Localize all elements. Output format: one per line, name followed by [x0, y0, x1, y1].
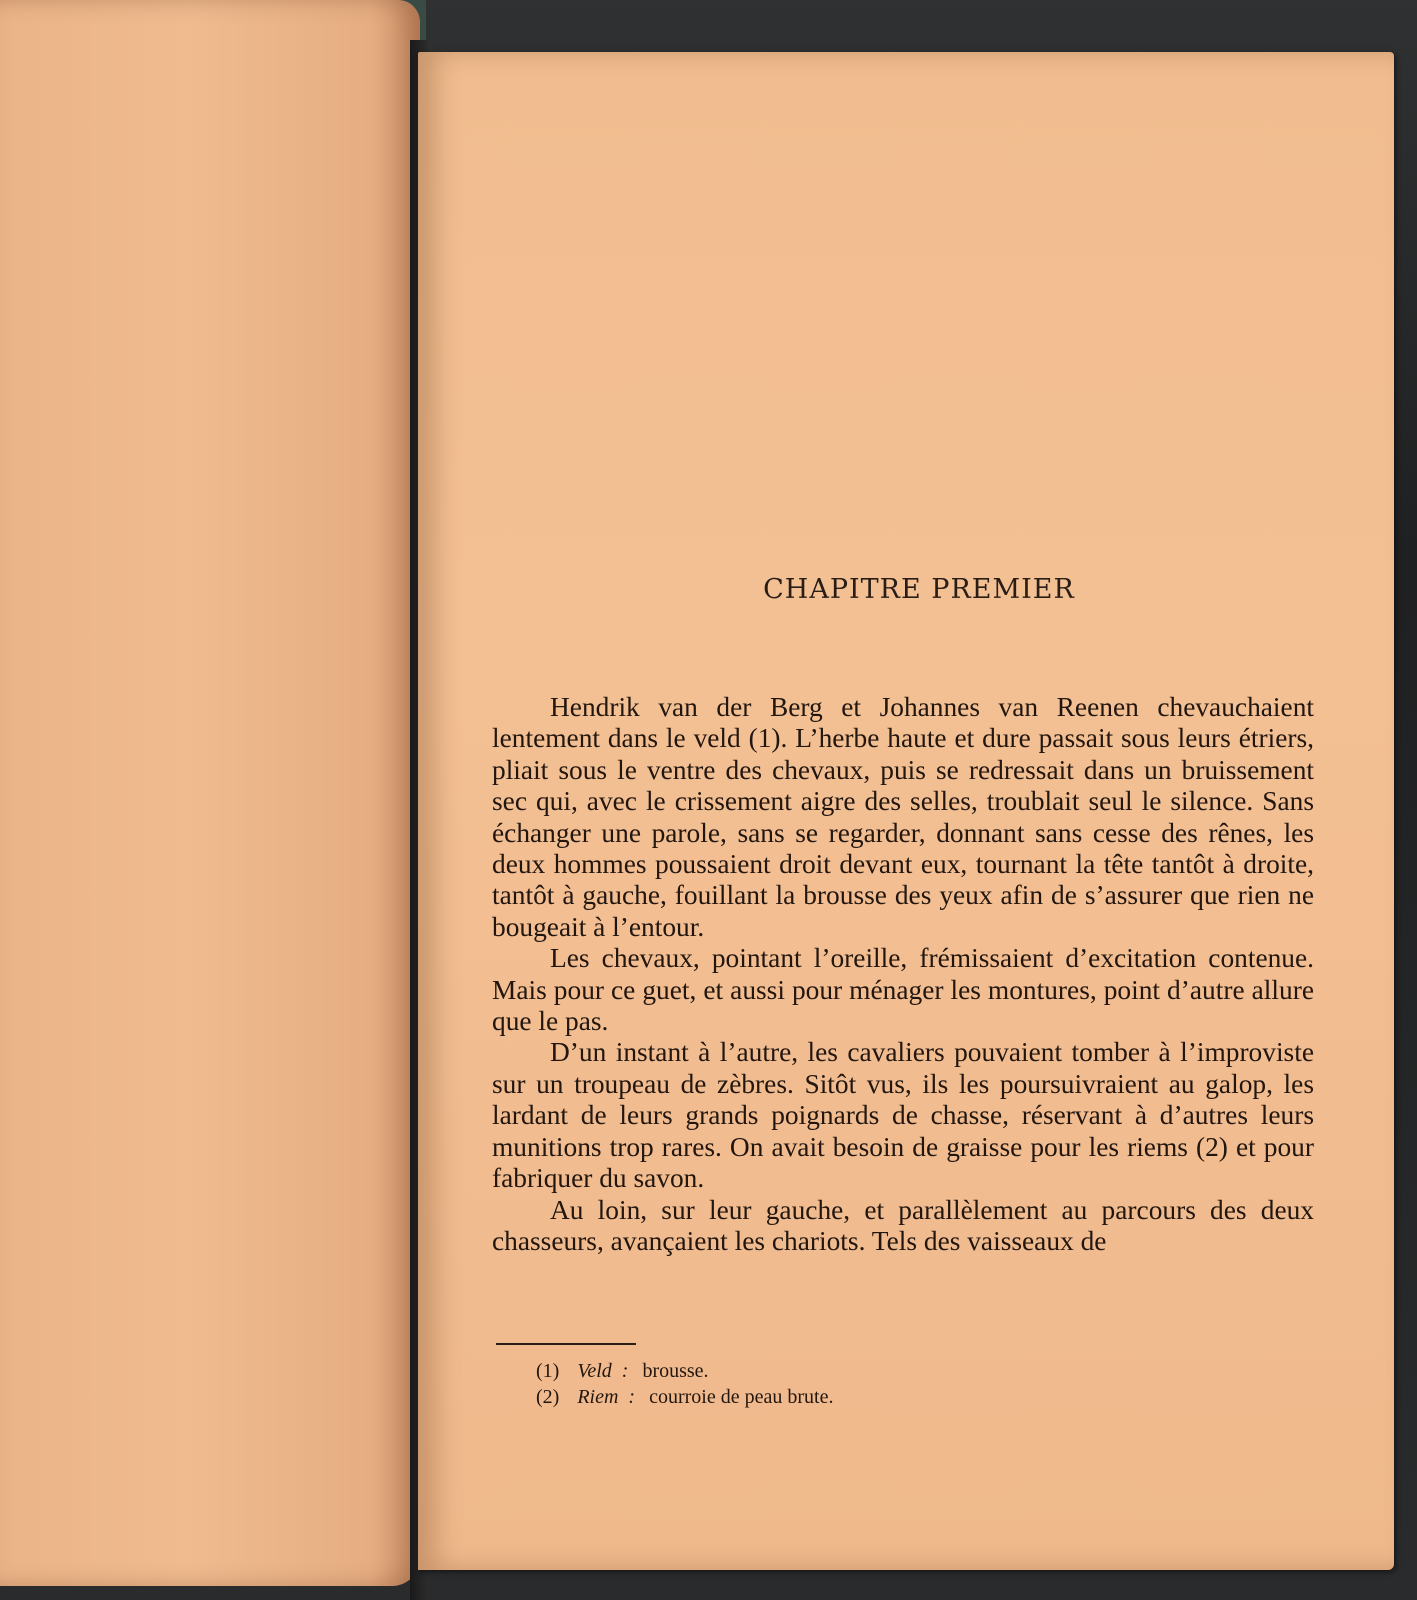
footnote-1: [536, 1358, 1236, 1384]
footnote-term: Veld: [577, 1360, 612, 1382]
paragraph-2: Les chevaux, pointant l’oreille, frémissaient d’excitation contenue. Mais pour ce guet, et aussi pour ménager les montures, point d’autre allure que le pas.: [492, 943, 1314, 1037]
left-page: [0, 0, 420, 1586]
footnotes: [536, 1358, 1236, 1410]
chapter-title: CHAPITRE PREMIER: [763, 574, 1075, 605]
footnote-text: courroie de peau brute.: [649, 1386, 834, 1408]
footnote-number: (2): [536, 1386, 560, 1408]
paragraph-3: D’un instant à l’autre, les cavaliers pouvaient tomber à l’improviste sur un troupeau de zèbres. Sitôt vus, ils les poursuivraient au galop, les lardant de leurs grands poignards de chasse, réservant à d’autres leurs munitions trop rares. On avait besoin de graisse pour les riems (2) et pour fabriquer du savon.: [492, 1037, 1314, 1194]
footnote-text: brousse.: [642, 1360, 709, 1382]
right-page: [418, 52, 1394, 1570]
footnote-number: (1): [536, 1360, 560, 1382]
footnote-rule: [496, 1343, 636, 1345]
footnote-separator: :: [621, 1360, 629, 1382]
footnote-term: Riem: [577, 1386, 619, 1408]
body-text: [492, 692, 1314, 1257]
paragraph-1: Hendrik van der Berg et Johannes van Reenen chevauchaient lentement dans le veld (1). L’herbe haute et dure passait sous leurs étriers, pliait sous le ventre des chevaux, puis se redressait dans un bruissement sec qui, avec le crissement aigre des selles, troublait seul le silence. Sans échanger une parole, sans se regarder, donnant sans cesse des rênes, les deux hommes poussaient droit devant eux, tournant la tête tantôt à droite, tantôt à gauche, fouillant la brousse des yeux afin de s’assurer que rien ne bougeait à l’entour.: [492, 692, 1314, 942]
paragraph-4: Au loin, sur leur gauche, et parallèlement au parcours des deux chasseurs, avançaient les chariots. Tels des vaisseaux de: [492, 1194, 1314, 1256]
page-text-block: [492, 52, 1314, 1570]
footnote-separator: :: [628, 1386, 636, 1408]
footnote-2: [536, 1384, 1236, 1410]
